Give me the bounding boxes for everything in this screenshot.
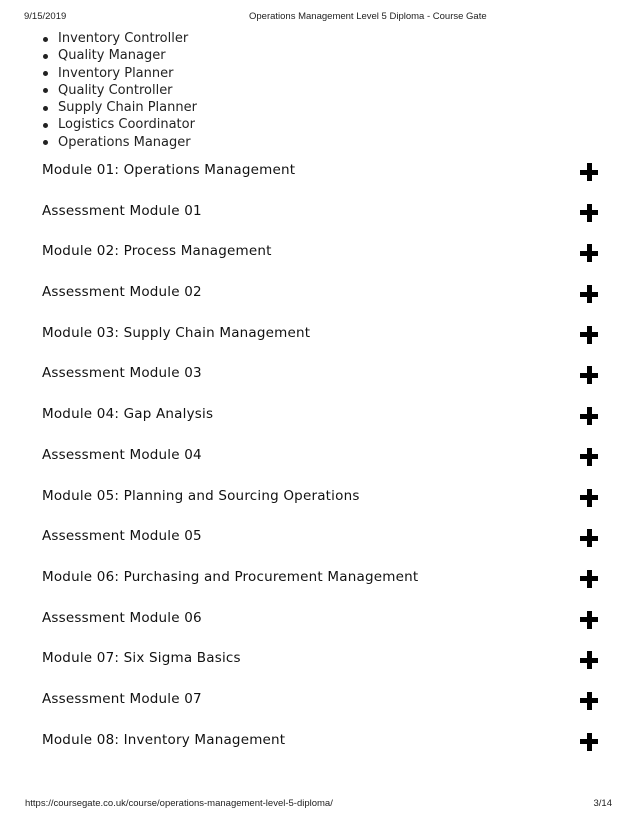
- print-page-title: Operations Management Level 5 Diploma - Course Gate: [249, 11, 487, 22]
- module-accordion-item[interactable]: [0, 273, 638, 314]
- print-url: https://coursegate.co.uk/course/operations-management-level-5-diploma/: [25, 798, 333, 809]
- job-title: Inventory Planner: [58, 65, 174, 81]
- course-modules-accordion: [0, 151, 638, 761]
- module-accordion-item[interactable]: [0, 639, 638, 680]
- plus-icon[interactable]: [580, 611, 598, 629]
- plus-icon[interactable]: [580, 285, 598, 303]
- module-title: Assessment Module 05: [42, 528, 202, 545]
- module-title: Module 05: Planning and Sourcing Operations: [42, 487, 360, 504]
- plus-icon[interactable]: [580, 163, 598, 181]
- module-accordion-item[interactable]: [0, 232, 638, 273]
- module-title: Module 06: Purchasing and Procurement Management: [42, 568, 419, 585]
- module-title: Assessment Module 06: [42, 609, 202, 626]
- module-accordion-item[interactable]: [0, 477, 638, 518]
- plus-icon[interactable]: [580, 489, 598, 507]
- bullet-icon: [43, 88, 48, 93]
- list-item: [40, 47, 197, 64]
- plus-icon[interactable]: [580, 651, 598, 669]
- list-item: [40, 134, 197, 151]
- plus-icon[interactable]: [580, 529, 598, 547]
- list-item: [40, 116, 197, 133]
- job-title: Quality Manager: [58, 48, 166, 64]
- module-title: Module 08: Inventory Management: [42, 731, 286, 748]
- module-accordion-item[interactable]: [0, 599, 638, 640]
- module-title: Assessment Module 02: [42, 284, 202, 301]
- module-title: Assessment Module 04: [42, 446, 202, 463]
- module-accordion-item[interactable]: [0, 721, 638, 762]
- module-accordion-item[interactable]: [0, 517, 638, 558]
- page-number: 3/14: [593, 798, 612, 809]
- module-title: Module 03: Supply Chain Management: [42, 324, 311, 341]
- module-title: Assessment Module 01: [42, 202, 202, 219]
- plus-icon[interactable]: [580, 244, 598, 262]
- bullet-icon: [43, 140, 48, 145]
- list-item: [40, 65, 197, 82]
- list-item: [40, 30, 197, 47]
- job-title: Inventory Controller: [58, 31, 189, 46]
- job-title: Logistics Coordinator: [58, 117, 195, 133]
- module-accordion-item[interactable]: [0, 395, 638, 436]
- bullet-icon: [43, 123, 48, 128]
- module-title: Module 04: Gap Analysis: [42, 406, 214, 423]
- plus-icon[interactable]: [580, 366, 598, 384]
- module-title: Module 02: Process Management: [42, 243, 272, 260]
- module-title: Module 07: Six Sigma Basics: [42, 650, 241, 667]
- bullet-icon: [43, 54, 48, 59]
- bullet-icon: [43, 37, 48, 42]
- list-item: [40, 99, 197, 116]
- job-title: Quality Controller: [58, 82, 173, 98]
- print-date: 9/15/2019: [24, 11, 67, 22]
- module-accordion-item[interactable]: [0, 192, 638, 233]
- module-accordion-item[interactable]: [0, 314, 638, 355]
- list-item: [40, 82, 197, 99]
- module-title: Assessment Module 07: [42, 690, 202, 707]
- bullet-icon: [43, 71, 48, 76]
- plus-icon[interactable]: [580, 733, 598, 751]
- module-title: Module 01: Operations Management: [42, 162, 296, 178]
- module-accordion-item[interactable]: [0, 436, 638, 477]
- bullet-icon: [43, 106, 48, 111]
- plus-icon[interactable]: [580, 204, 598, 222]
- print-header: [0, 11, 638, 25]
- job-titles-list: [40, 30, 197, 151]
- module-accordion-item[interactable]: [0, 680, 638, 721]
- plus-icon[interactable]: [580, 448, 598, 466]
- job-title: Supply Chain Planner: [58, 100, 197, 116]
- plus-icon[interactable]: [580, 326, 598, 344]
- job-title: Operations Manager: [58, 134, 191, 150]
- plus-icon[interactable]: [580, 407, 598, 425]
- module-accordion-item[interactable]: [0, 151, 638, 192]
- module-accordion-item[interactable]: [0, 558, 638, 599]
- plus-icon[interactable]: [580, 692, 598, 710]
- print-footer: [0, 798, 638, 812]
- plus-icon[interactable]: [580, 570, 598, 588]
- module-title: Assessment Module 03: [42, 365, 202, 382]
- module-accordion-item[interactable]: [0, 354, 638, 395]
